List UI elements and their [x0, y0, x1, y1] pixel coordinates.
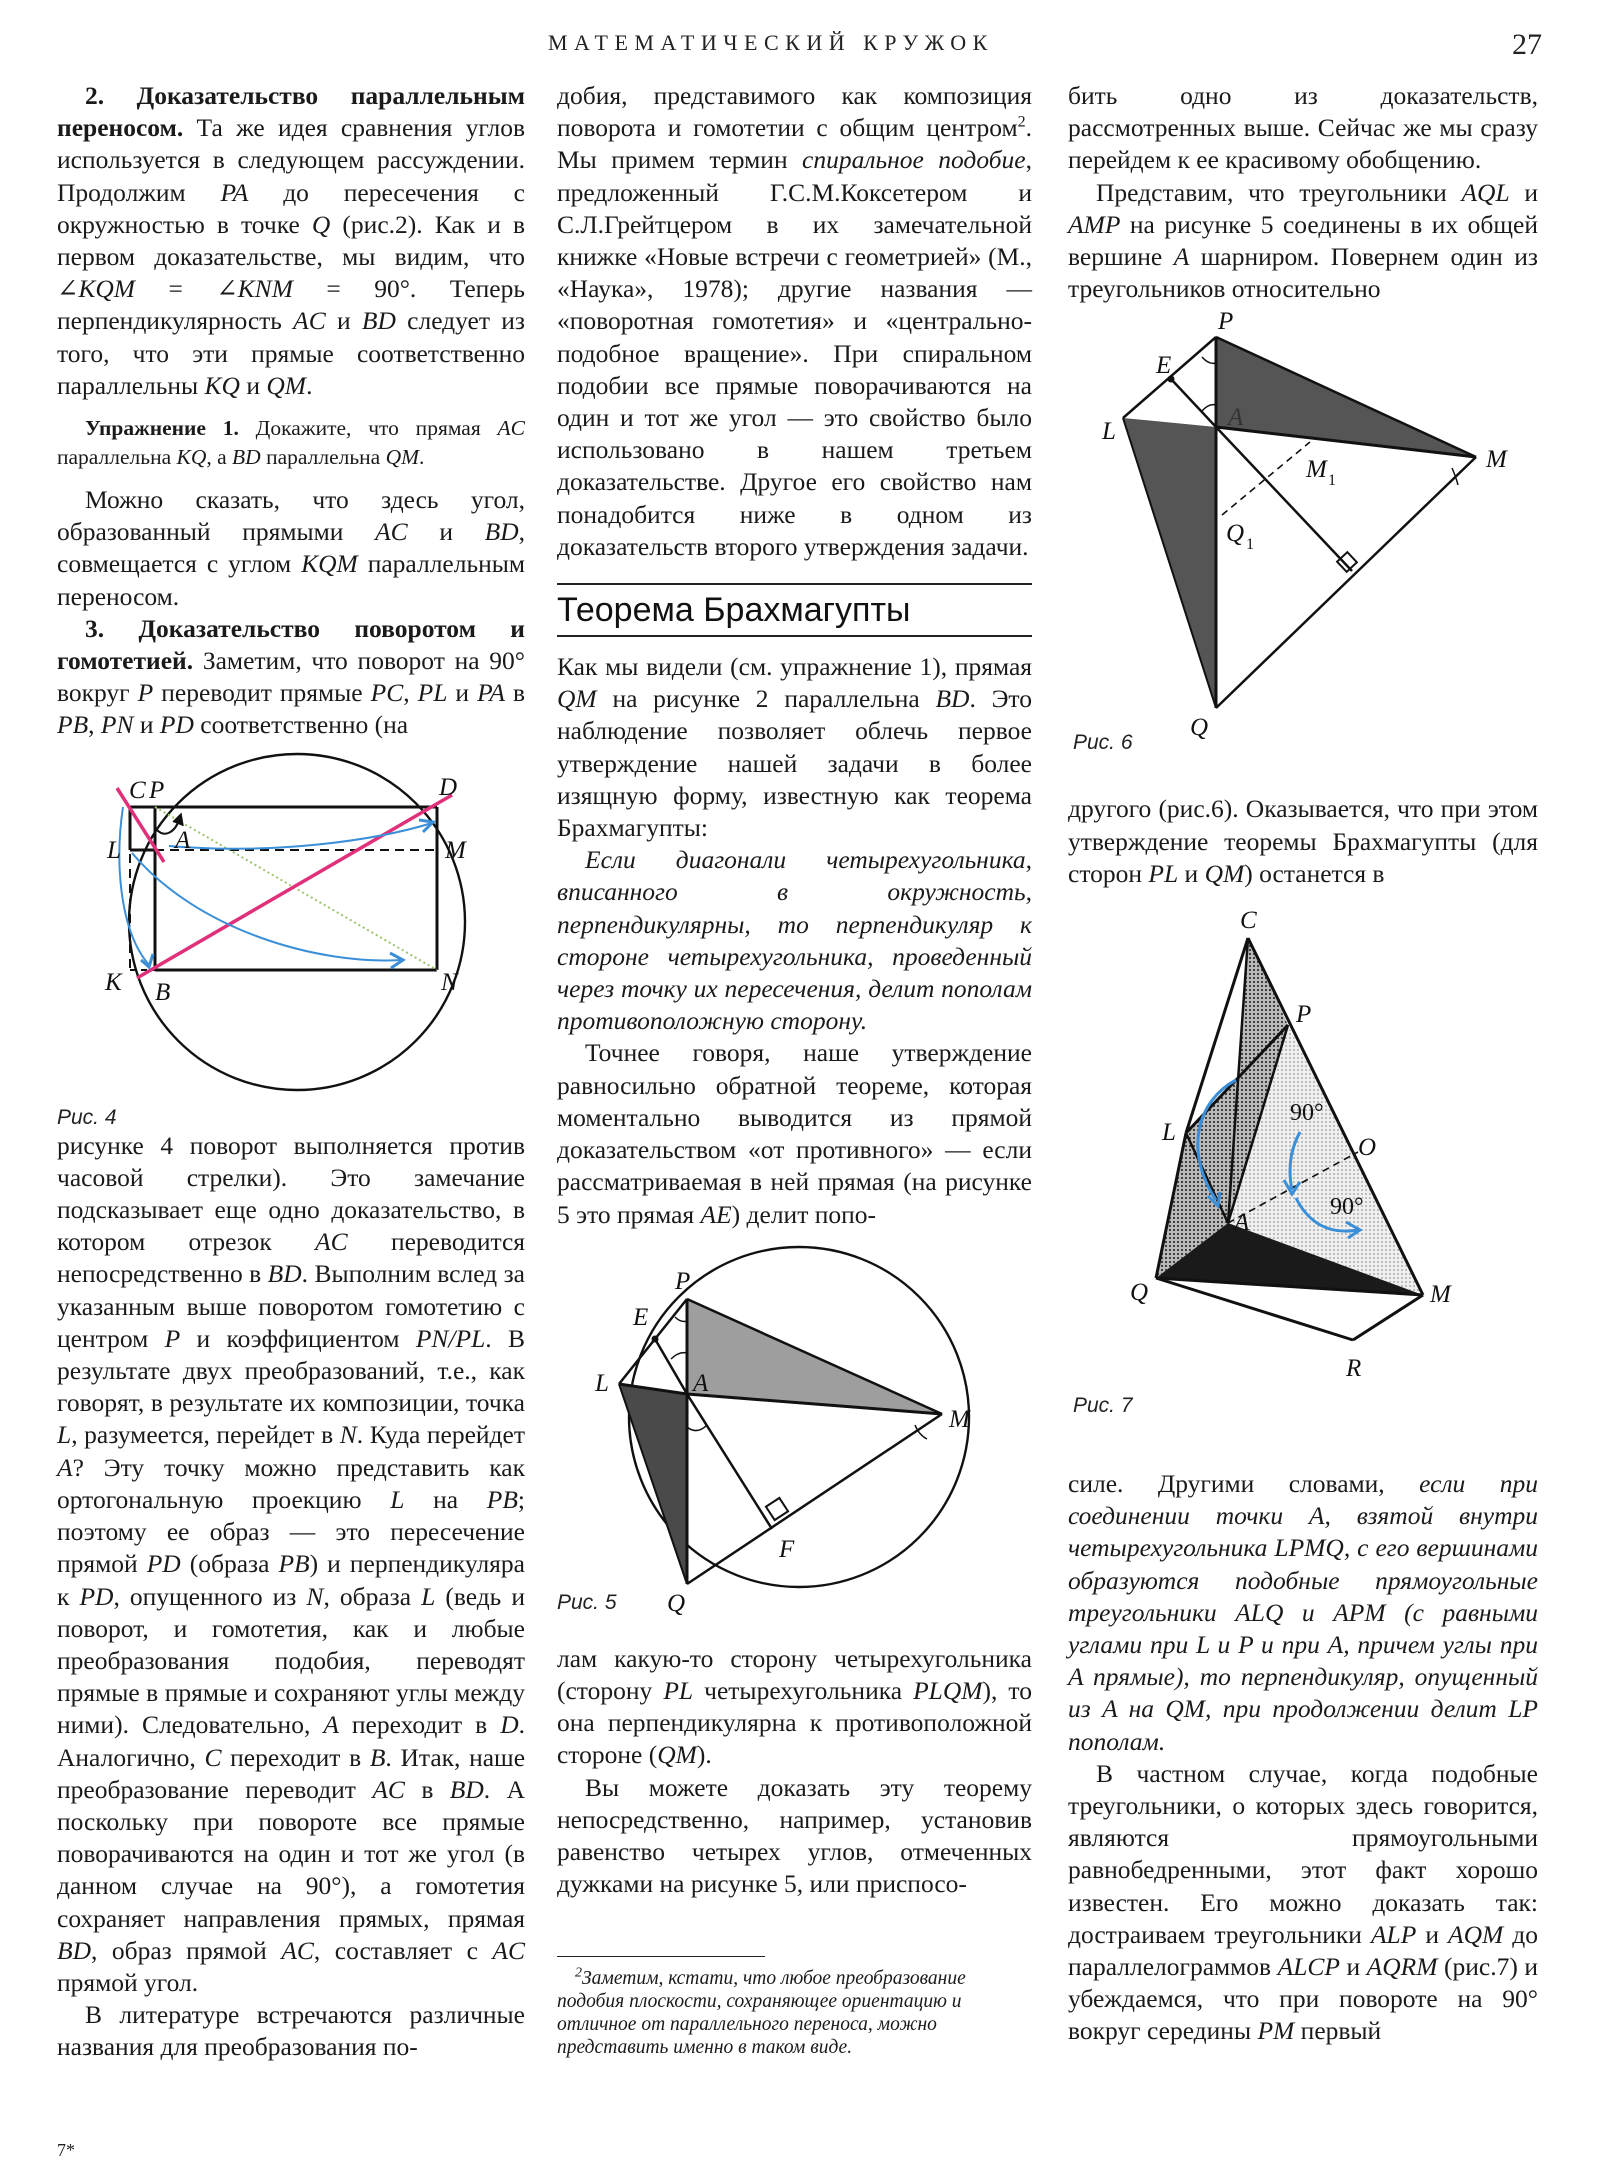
figure-4-diagram	[57, 750, 527, 1095]
paragraph-proof-3: 3. Доказательство поворотом и гомотетией. Заметим, что поворот на 90° вокруг P переводит прямые PC, PL и PA в PB, PN и PD соответственно (на	[57, 613, 525, 740]
fig6-label-E: E	[1156, 352, 1172, 380]
footnote-2: $^2$Заметим, кстати, что любое преобразование подобия плоскости, сохраняющее ориентацию и отличное от параллельного переноса, можно представить именно в таком виде.	[557, 1965, 966, 2059]
footnote-rule	[557, 1956, 765, 1957]
paragraph-generalized-theorem: силе. Другими словами, если при соединении точки A, взятой внутри четырехугольника LPMQ, с его вершинами образуются подобные прямоугольные треугольники ALQ и APM (с равными углами при L и P и при A, причем углы при A прямые), то перпендикуляр, опущенный из A на QM, при продолжении делит LP пополам.	[1068, 1469, 1539, 1756]
paragraph-converse: Точнее говоря, наше утверждение равносильно обратной теореме, которая моментально выводится из прямой доказательством «от противного» — если рассматриваемая в ней прямая (на рисунке 5 это прямая AE) делит попо-	[557, 1038, 1032, 1229]
fig6-label-Q: Q	[1190, 714, 1209, 742]
fig6-label-Q1: Q	[1226, 520, 1245, 548]
paragraph-generalization-intro: бить одно из доказательств, рассмотренных выше. Сейчас же мы сразу перейдем к ее красивому обобщению.	[1068, 81, 1538, 175]
fig6-label-Q1-sub: 1	[1246, 536, 1254, 554]
running-title: МАТЕМАТИЧЕСКИЙ КРУЖОК	[548, 30, 994, 55]
fig5-label-F: F	[779, 1535, 795, 1563]
fig4-label-L: L	[107, 836, 121, 864]
paragraph-brahmagupta-intro: Как мы видели (см. упражнение 1), прямая QM на рисунке 2 параллельна BD. Это наблюдение позволяет облечь первое утверждение нашей задачи в более изящную форму, известную как теорема Брахмагупты:	[557, 652, 1032, 843]
paragraph-angle-remark: Можно сказать, что здесь угол, образованный прямыми AC и BD, совмещается с углом KQM параллельным переносом.	[57, 485, 526, 611]
figure-7-diagram	[1068, 900, 1538, 1400]
fig4-label-C: C	[129, 776, 146, 804]
figure-5-caption: Рис. 5	[557, 1590, 617, 1614]
paragraph-proof-2: 2. Доказательство параллельным переносом. Та же идея сравнения углов используется в следующем рассуждении. Продолжим PA до пересечения с окружностью в точке Q (рис.2). Как и в первом доказательстве, мы видим, что ∠KQM = ∠KNM = 90°. Теперь перпендикулярность AC и BD следует из того, что эти прямые соответственно параллельны KQ и QM.	[57, 81, 526, 400]
paragraph-hinge: Представим, что треугольники AQL и AMP на рисунке 5 соединены в их общей вершине A шарниром. Повернем один из треугольников относительно	[1068, 177, 1538, 304]
fig5-label-P: P	[675, 1267, 691, 1295]
figure-6-diagram	[1068, 308, 1538, 742]
fig4-label-N: N	[441, 968, 458, 996]
figure-6	[1068, 308, 1538, 755]
fig6-label-A: A	[1228, 404, 1244, 432]
fig4-label-D: D	[439, 773, 458, 801]
fig5-label-A: A	[693, 1369, 709, 1397]
fig4-label-M: M	[445, 836, 466, 864]
paragraph-rotation: рисунке 4 поворот выполняется против часовой стрелки). Это замечание подсказывает еще одно доказательство, в котором отрезок AC переводится непосредственно в BD. Выполним вслед за указанным выше поворотом гомотетию с центром P и коэффициентом PN/PL. В результате двух преобразований, т.е., как говорят, в результате их композиции, точка L, разумеется, перейдет в N. Куда перейдет A? Эту точку можно представить как ортогональную проекцию L на PB; поэтому ее образ — это пересечение прямой PD (образа PB) и перпендикуляра к PD, опущенного из N, образа L (ведь и поворот, и гомотетия, как и любые преобразования подобия, переводят прямые в прямые и сохраняют углы между ними). Следовательно, A переходит в D. Аналогично, C переходит в B. Итак, наше преобразование переводит AC в BD. А поскольку при повороте все прямые поворачиваются на один и тот же угол (в данном случае на 90°), а гомотетия сохраняет направления прямых, прямая BD, образ прямой AC, составляет с AC прямой угол.	[57, 1130, 526, 1997]
fig6-label-M1-sub: 1	[1328, 472, 1336, 490]
fig6-label-M1: M	[1306, 456, 1327, 484]
column-1	[57, 80, 525, 2064]
exercise-1: Упражнение 1. Докажите, что прямая AC параллельна KQ, а BD параллельна QM.	[57, 416, 525, 470]
fig7-label-M: M	[1430, 1281, 1451, 1309]
fig7-label-O: O	[1358, 1134, 1377, 1162]
signature-mark: 7*	[57, 2140, 75, 2160]
figure-7-caption: Рис. 7	[1073, 1394, 1133, 1418]
fig4-label-K: K	[105, 968, 122, 996]
paragraph-spiral-similarity: добия, представимого как композиция поворота и гомотетии с общим центром$^2$. Мы примем термин спиральное подобие, предложенный Г.С.М.Коксетером и С.Л.Грейтцером в их замечательной книжке «Новые встречи с геометрией» (М., «Наука», 1978); другие названия — «поворотная гомотетия» и «центрально-подобное вращение». При спиральном подобии все прямые поворачиваются на один и тот же угол — это свойство было использовано в нашем третьем доказательстве. Другое его свойство нам понадобится ниже в одном из доказательств второго утверждения задачи.	[557, 81, 1032, 561]
fig5-label-Q: Q	[667, 1589, 686, 1617]
column-2	[557, 80, 1032, 2059]
figure-4-caption: Рис. 4	[57, 1105, 117, 1129]
paragraph-literature: В литературе встречаются различные названия для преобразования по-	[57, 2000, 525, 2062]
fig7-label-L: L	[1162, 1119, 1176, 1147]
paragraph-converse-end: лам какую-то сторону четырехугольника (сторону PL четырехугольника PLQM), то она перпендикулярна к противоположной стороне (QM).	[557, 1643, 1032, 1770]
fig4-label-P: P	[149, 776, 165, 804]
fig6-label-M: M	[1486, 446, 1507, 474]
fig6-label-P: P	[1218, 308, 1234, 336]
running-head	[0, 28, 1600, 68]
fig7-label-C: C	[1240, 907, 1257, 935]
fig5-label-L: L	[595, 1369, 609, 1397]
theorem-statement: Если диагонали четырехугольника, вписанного в окружность, перпендикулярны, то перпендикуляр к стороне четырехугольника, проведенный через точку их пересечения, делит пополам противоположную сторону.	[557, 845, 1032, 1036]
fig7-label-A: A	[1234, 1209, 1250, 1237]
fig7-label-Q: Q	[1130, 1279, 1149, 1307]
paragraph-special-case: В частном случае, когда подобные треугольники, о которых здесь говорится, являются прямоугольными равнобедренными, этот факт хорошо известен. Его можно доказать так: достраиваем треугольники ALP и AQM до параллелограммов ALCP и AQRM (рис.7) и убеждаемся, что при повороте на 90° вокруг середины PM первый	[1068, 1758, 1538, 2046]
figure-4	[57, 750, 525, 1130]
section-heading-brahmagupta: Теорема Брахмагупты	[557, 583, 1032, 637]
paragraph-rotation-result: другого (рис.6). Оказывается, что при этом утверждение теоремы Брахмагупты (для сторон PL и QM) останется в	[1068, 794, 1538, 888]
fig5-label-E: E	[633, 1303, 649, 1331]
figure-7	[1068, 900, 1538, 1430]
fig4-label-A: A	[175, 826, 191, 854]
paragraph-direct-proof: Вы можете доказать эту теорему непосредственно, например, установив равенство четырех углов, отмеченных дужками на рисунке 5, или приспосо-	[557, 1772, 1032, 1899]
fig4-label-B: B	[155, 978, 171, 1006]
fig6-label-L: L	[1102, 418, 1116, 446]
fig7-angle-label-2: 90°	[1330, 1194, 1364, 1221]
fig5-label-M: M	[949, 1405, 970, 1433]
page-number: 27	[1512, 28, 1542, 61]
fig7-angle-label-1: 90°	[1290, 1100, 1324, 1127]
fig7-label-R: R	[1346, 1355, 1362, 1383]
figure-5	[557, 1239, 1032, 1617]
figure-6-caption: Рис. 6	[1073, 731, 1133, 755]
column-3	[1068, 80, 1538, 2048]
fig7-label-P: P	[1296, 1001, 1312, 1029]
